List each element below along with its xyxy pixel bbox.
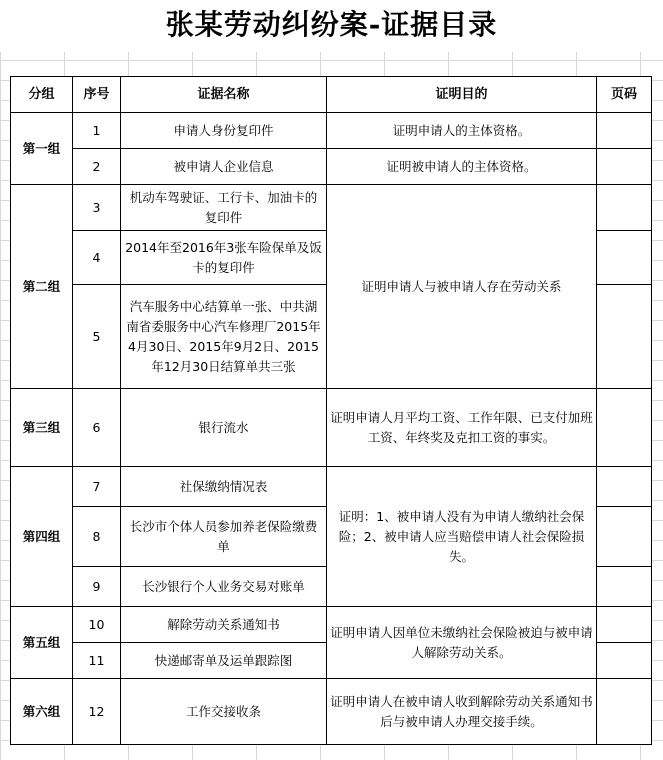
row-no: 6	[73, 389, 121, 467]
evidence-name: 长沙银行个人业务交易对账单	[121, 567, 327, 607]
page-cell	[597, 643, 652, 679]
header-name: 证据名称	[121, 77, 327, 113]
group-label: 第五组	[11, 607, 73, 679]
header-group: 分组	[11, 77, 73, 113]
row-no: 9	[73, 567, 121, 607]
evidence-purpose: 证明申请人因单位未缴纳社会保险被迫与被申请人解除劳动关系。	[327, 607, 597, 679]
evidence-purpose: 证明申请人的主体资格。	[327, 113, 597, 149]
row-no: 2	[73, 149, 121, 185]
evidence-name: 被申请人企业信息	[121, 149, 327, 185]
evidence-purpose: 证明被申请人的主体资格。	[327, 149, 597, 185]
page-cell	[597, 507, 652, 567]
evidence-table	[10, 76, 652, 745]
header-page: 页码	[597, 77, 652, 113]
table-row	[11, 607, 652, 643]
table-row	[11, 149, 652, 185]
evidence-name: 社保缴纳情况表	[121, 467, 327, 507]
evidence-purpose: 证明：1、被申请人没有为申请人缴纳社会保险；2、被申请人应当赔偿申请人社会保险损失。	[327, 467, 597, 607]
page-cell	[597, 231, 652, 285]
group-label: 第二组	[11, 185, 73, 389]
row-no: 7	[73, 467, 121, 507]
page-cell	[597, 679, 652, 745]
evidence-name: 2014年至2016年3张车险保单及饭卡的复印件	[121, 231, 327, 285]
row-no: 1	[73, 113, 121, 149]
row-no: 8	[73, 507, 121, 567]
group-label: 第六组	[11, 679, 73, 745]
evidence-name: 解除劳动关系通知书	[121, 607, 327, 643]
page-title: 张某劳动纠纷案-证据目录	[0, 0, 663, 52]
page-cell	[597, 389, 652, 467]
page-cell	[597, 567, 652, 607]
row-no: 11	[73, 643, 121, 679]
table-row	[11, 389, 652, 467]
page-cell	[597, 185, 652, 231]
evidence-purpose: 证明申请人在被申请人收到解除劳动关系通知书后与被申请人办理交接手续。	[327, 679, 597, 745]
evidence-purpose: 证明申请人月平均工资、工作年限、已支付加班工资、年终奖及克扣工资的事实。	[327, 389, 597, 467]
page-cell	[597, 285, 652, 389]
evidence-name: 汽车服务中心结算单一张、中共湖南省委服务中心汽车修理厂2015年4月30日、2015年9月2日、2015年12月30日结算单共三张	[121, 285, 327, 389]
header-row	[11, 77, 652, 113]
evidence-name: 快递邮寄单及运单跟踪图	[121, 643, 327, 679]
row-no: 3	[73, 185, 121, 231]
table-row	[11, 185, 652, 231]
evidence-name: 申请人身份复印件	[121, 113, 327, 149]
header-no: 序号	[73, 77, 121, 113]
evidence-purpose: 证明申请人与被申请人存在劳动关系	[327, 185, 597, 389]
page-cell	[597, 149, 652, 185]
group-label: 第一组	[11, 113, 73, 185]
evidence-name: 银行流水	[121, 389, 327, 467]
blank-row	[0, 52, 663, 76]
group-label: 第四组	[11, 467, 73, 607]
page-cell	[597, 607, 652, 643]
group-label: 第三组	[11, 389, 73, 467]
row-no: 12	[73, 679, 121, 745]
header-purpose: 证明目的	[327, 77, 597, 113]
table-row	[11, 467, 652, 507]
table-row	[11, 113, 652, 149]
page-cell	[597, 113, 652, 149]
table-row	[11, 679, 652, 745]
row-no: 4	[73, 231, 121, 285]
evidence-name: 工作交接收条	[121, 679, 327, 745]
row-no: 5	[73, 285, 121, 389]
row-no: 10	[73, 607, 121, 643]
evidence-name: 长沙市个体人员参加养老保险缴费单	[121, 507, 327, 567]
page-cell	[597, 467, 652, 507]
evidence-name: 机动车驾驶证、工行卡、加油卡的复印件	[121, 185, 327, 231]
